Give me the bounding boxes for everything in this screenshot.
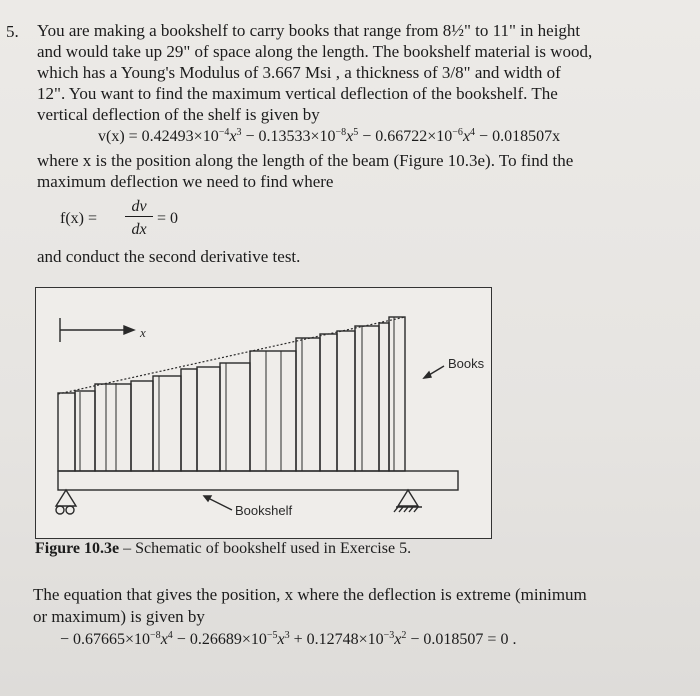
book <box>95 384 131 471</box>
right-support <box>398 490 418 506</box>
solution-line-2: or maximum) is given by <box>33 607 205 626</box>
left-roller <box>56 506 64 514</box>
book <box>250 351 296 471</box>
f-equation-denominator: dx <box>131 221 147 238</box>
book <box>131 381 153 471</box>
book <box>389 317 405 471</box>
book <box>355 326 379 471</box>
problem-line-5: vertical deflection of the shelf is given by <box>37 105 320 124</box>
book <box>220 363 250 471</box>
problem-line-4: 12". You want to find the maximum vertical deflection of the bookshelf. The <box>37 84 558 103</box>
f-equation-lhs: f(x) = <box>60 210 98 227</box>
book-top-line <box>58 317 405 394</box>
f-equation-numerator: dv <box>125 198 153 217</box>
conduct-line: and conduct the second derivative test. <box>37 247 301 266</box>
axis-label: x <box>140 325 146 340</box>
book <box>181 369 197 471</box>
left-roller <box>66 506 74 514</box>
books-label: Books <box>448 356 485 371</box>
book <box>320 334 337 471</box>
bookshelf-figure <box>35 287 492 539</box>
shelf-beam <box>58 471 458 490</box>
book <box>75 391 95 471</box>
book <box>379 323 389 471</box>
axis-arrowhead <box>124 326 134 334</box>
where-line-2: maximum deflection we need to find where <box>37 172 334 191</box>
solution-line-1: The equation that gives the position, x where the deflection is extreme (minimum <box>33 585 587 604</box>
f-equation-rhs: = 0 <box>157 210 179 227</box>
problem-line-3: which has a Young's Modulus of 3.667 Msi , a thickness of 3/8" and width of <box>37 63 561 82</box>
book <box>197 367 220 471</box>
book <box>58 393 75 471</box>
books-group <box>58 317 405 471</box>
book <box>337 331 355 471</box>
extreme-equation: − $0.67665\times 10^{-8}x^4 - 0.26689\times 10^{-5}x^3 + 0.12748\times 10^{-3}x^2 - 0.018507 = 0$ . <box>60 630 517 648</box>
problem-line-1: You are making a bookshelf to carry books that range from 8½" to 11" in height <box>37 21 581 40</box>
bookshelf-schematic <box>36 288 491 538</box>
problem-line-2: and would take up 29" of space along the length. The bookshelf material is wood, <box>37 42 593 61</box>
book <box>296 338 320 471</box>
deflection-equation: $v(x) = 0.42493\times 10^{-4}x^3 - 0.13533\times 10^{-8}x^5 - 0.66722\times 10^{-6}x^4 - 0.018507x$ <box>98 127 561 145</box>
left-support <box>56 490 76 506</box>
figure-caption: Figure 10.3e – Schematic of bookshelf used in Exercise 5. <box>35 540 412 557</box>
problem-number: 5. <box>6 22 19 41</box>
book <box>153 376 181 471</box>
bookshelf-label: Bookshelf <box>235 503 293 518</box>
where-line-1: where x is the position along the length of the beam (Figure 10.3e). To find the <box>37 151 574 170</box>
